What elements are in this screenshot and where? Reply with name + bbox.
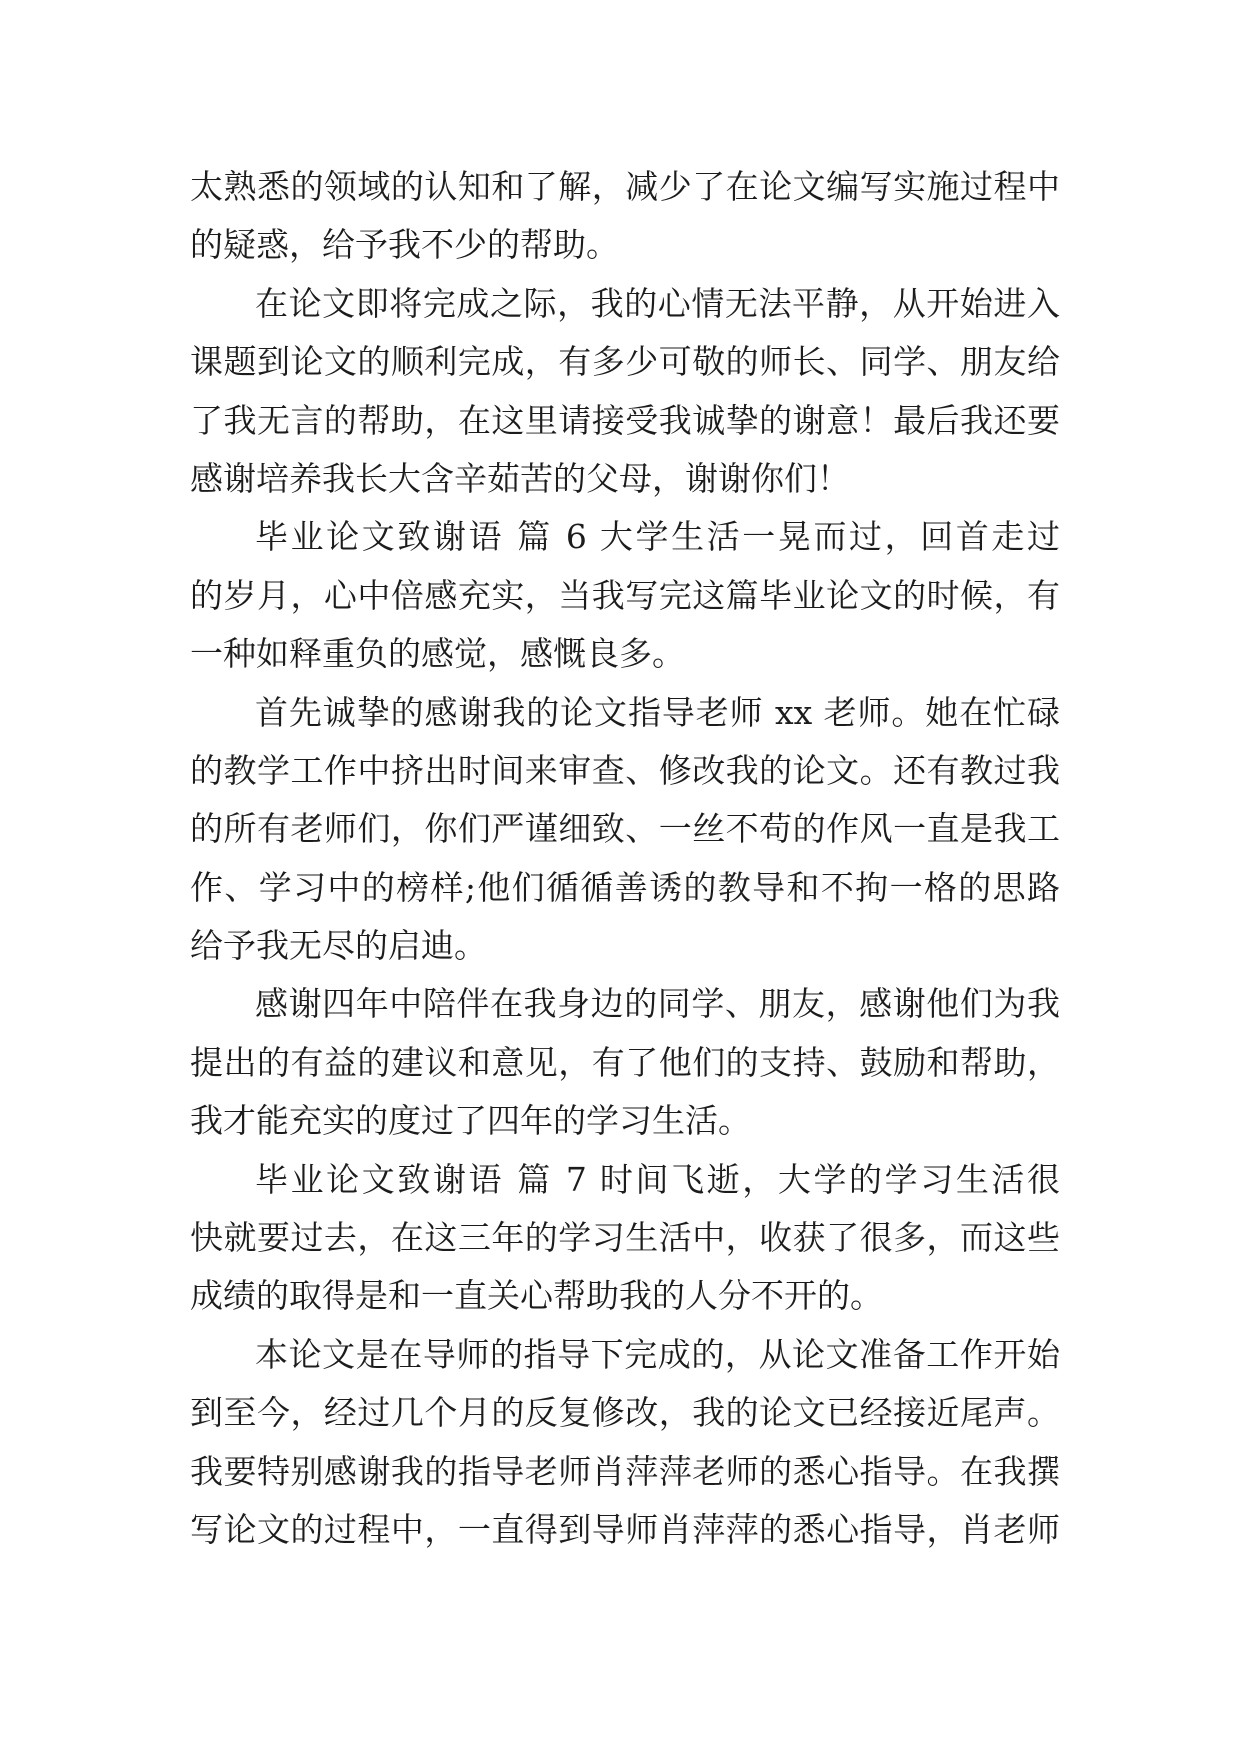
text-line: 本论文是在导师的指导下完成的，从论文准备工作开始 xyxy=(255,1334,1060,1374)
text-line: 毕业论文致谢语 篇 6 大学生活一晃而过，回首走过 xyxy=(255,517,1060,557)
text-line: 作、学习中的榜样;他们循循善诱的教导和不拘一格的思路 xyxy=(190,867,1060,907)
text-line: 一种如释重负的感觉，感慨良多。 xyxy=(190,634,685,674)
text-line: 到至今，经过几个月的反复修改，我的论文已经接近尾声。 xyxy=(190,1393,1060,1433)
text-line: 的所有老师们，你们严谨细致、一丝不苟的作风一直是我工 xyxy=(190,809,1060,849)
text-line: 提出的有益的建议和意见，有了他们的支持、鼓励和帮助， xyxy=(190,1042,1060,1082)
text-line: 我才能充实的度过了四年的学习生活。 xyxy=(190,1101,751,1141)
text-line: 给予我无尽的启迪。 xyxy=(190,926,487,966)
text-line: 课题到论文的顺利完成，有多少可敬的师长、同学、朋友给 xyxy=(190,342,1060,382)
body-text xyxy=(190,158,1060,1559)
text-line: 快就要过去，在这三年的学习生活中，收获了很多，而这些 xyxy=(190,1218,1060,1258)
text-line: 写论文的过程中，一直得到导师肖萍萍的悉心指导，肖老师 xyxy=(190,1509,1060,1549)
text-line: 的岁月，心中倍感充实，当我写完这篇毕业论文的时候，有 xyxy=(190,575,1060,615)
text-line: 太熟悉的领域的认知和了解，减少了在论文编写实施过程中 xyxy=(190,167,1060,206)
text-line: 感谢四年中陪伴在我身边的同学、朋友，感谢他们为我 xyxy=(255,984,1060,1024)
text-line: 在论文即将完成之际，我的心情无法平静，从开始进入 xyxy=(255,283,1060,323)
text-line: 了我无言的帮助，在这里请接受我诚挚的谢意！最后我还要 xyxy=(190,400,1060,440)
text-line: 我要特别感谢我的指导老师肖萍萍老师的悉心指导。在我撰 xyxy=(190,1451,1060,1491)
text-line: 首先诚挚的感谢我的论文指导老师 xx 老师。她在忙碌 xyxy=(255,692,1060,732)
text-line: 毕业论文致谢语 篇 7 时间飞逝，大学的学习生活很 xyxy=(255,1159,1060,1199)
text-line: 的疑惑，给予我不少的帮助。 xyxy=(190,225,619,265)
text-line: 感谢培养我长大含辛茹苦的父母，谢谢你们！ xyxy=(190,458,850,498)
text-line: 成绩的取得是和一直关心帮助我的人分不开的。 xyxy=(190,1276,883,1316)
text-line: 的教学工作中挤出时间来审查、修改我的论文。还有教过我 xyxy=(190,750,1060,790)
